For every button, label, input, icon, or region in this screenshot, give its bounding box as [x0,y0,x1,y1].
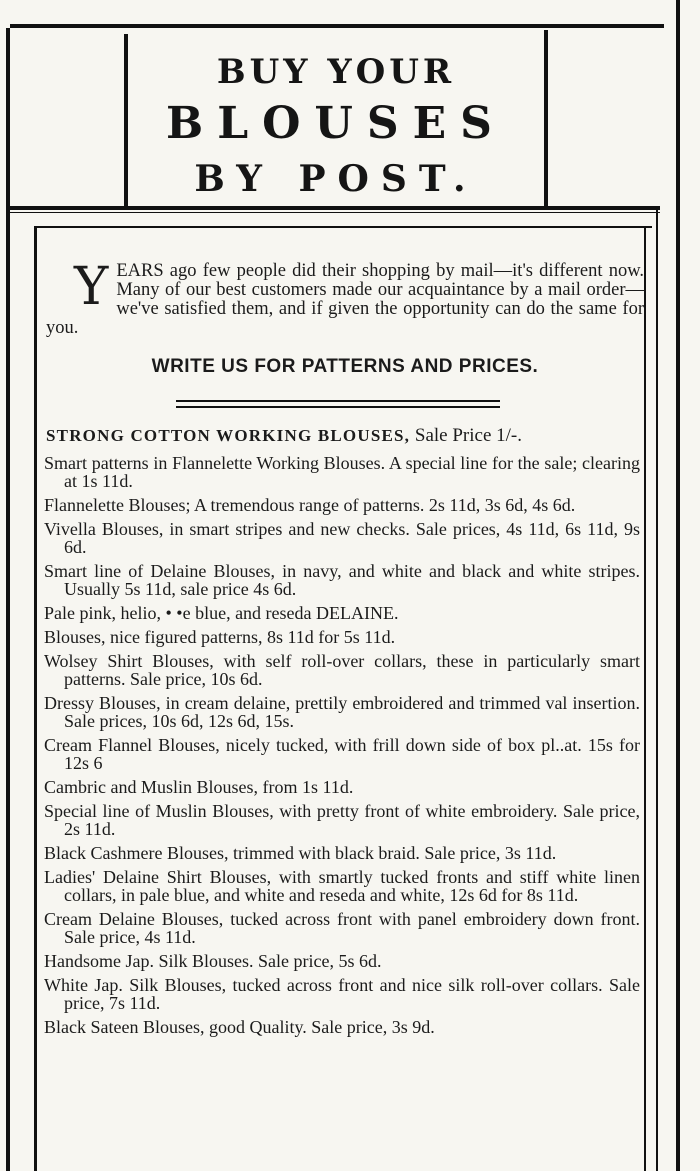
header-bottom-rule-thin [10,212,660,213]
list-item: Dressy Blouses, in cream delaine, prettily embroidered and trimmed val insertion. Sale prices, 10s 6d, 12s 6d, 15s. [44,693,640,731]
intro-text: EARS ago few people did their shopping by mail—it's different now. Many of our best customers made our acquaintance by a mail order—we've satisfied them, and if given the opportunity can do the same for you. [46,261,644,338]
list-item: Cream Delaine Blouses, tucked across front with panel embroidery down front. Sale price, 4s 11d. [44,909,640,947]
right-inner-rule [656,210,658,1171]
list-item: Handsome Jap. Silk Blouses. Sale price, 5s 6d. [44,951,382,971]
call-to-action: WRITE US FOR PATTERNS AND PRICES. [151,356,539,377]
content-left-rule [34,228,37,1171]
list-item: Black Sateen Blouses, good Quality. Sale price, 3s 9d. [44,1017,435,1037]
list-item: Vivella Blouses, in smart stripes and new checks. Sale prices, 4s 11d, 6s 11d, 9s 6d. [44,519,640,557]
intro-paragraph [46,257,644,338]
list-item: White Jap. Silk Blouses, tucked across front and nice silk roll-over collars. Sale price, 7s 11d. [44,975,640,1013]
product-list [44,454,640,1042]
subheading-title: STRONG COTTON WORKING BLOUSES, [46,426,411,445]
subheading-price: Sale Price 1/-. [414,425,522,446]
section-subheading [46,425,646,447]
left-outer-rule [6,28,10,1171]
list-item: Smart line of Delaine Blouses, in navy, and white and black and white stripes. Usually 5s 11d, sale price 4s 6d. [44,561,640,599]
list-item: Blouses, nice figured patterns, 8s 11d for 5s 11d. [44,627,396,647]
drop-cap: Y [74,257,109,317]
list-item: Ladies' Delaine Shirt Blouses, with smartly tucked fronts and stiff white linen collars, in pale blue, and white and reseda and white, 12s 6d for 8s 11d. [44,867,640,905]
content-top-rule [34,226,652,228]
list-item: Smart patterns in Flannelette Working Blouses. A special line for the sale; clearing at 1s 11d. [44,453,640,491]
divider-rule-bottom [176,406,500,408]
headline-line-3: BY POST. [194,158,478,200]
top-rule [10,24,664,28]
list-item: Black Cashmere Blouses, trimmed with black braid. Sale price, 3s 11d. [44,843,557,863]
headline-line-1: BUY YOUR [216,52,456,92]
list-item: Pale pink, helio, • •e blue, and reseda DELAINE. [44,603,399,623]
list-item: Wolsey Shirt Blouses, with self roll-over collars, these in particularly smart patterns. Sale price, 10s 6d. [44,651,640,689]
headline-line-2: BLOUSES [166,98,506,149]
divider-rule-top [176,400,500,402]
content-right-rule [644,228,646,1171]
list-item: Cambric and Muslin Blouses, from 1s 11d. [44,777,354,797]
right-outer-rule [676,0,680,1171]
headline [126,30,546,208]
list-item: Cream Flannel Blouses, nicely tucked, with frill down side of box pl..at. 15s for 12s 6 [44,735,640,773]
list-item: Flannelette Blouses; A tremendous range of patterns. 2s 11d, 3s 6d, 4s 6d. [44,495,576,515]
list-item: Special line of Muslin Blouses, with pretty front of white embroidery. Sale price, 2s 11d. [44,801,640,839]
